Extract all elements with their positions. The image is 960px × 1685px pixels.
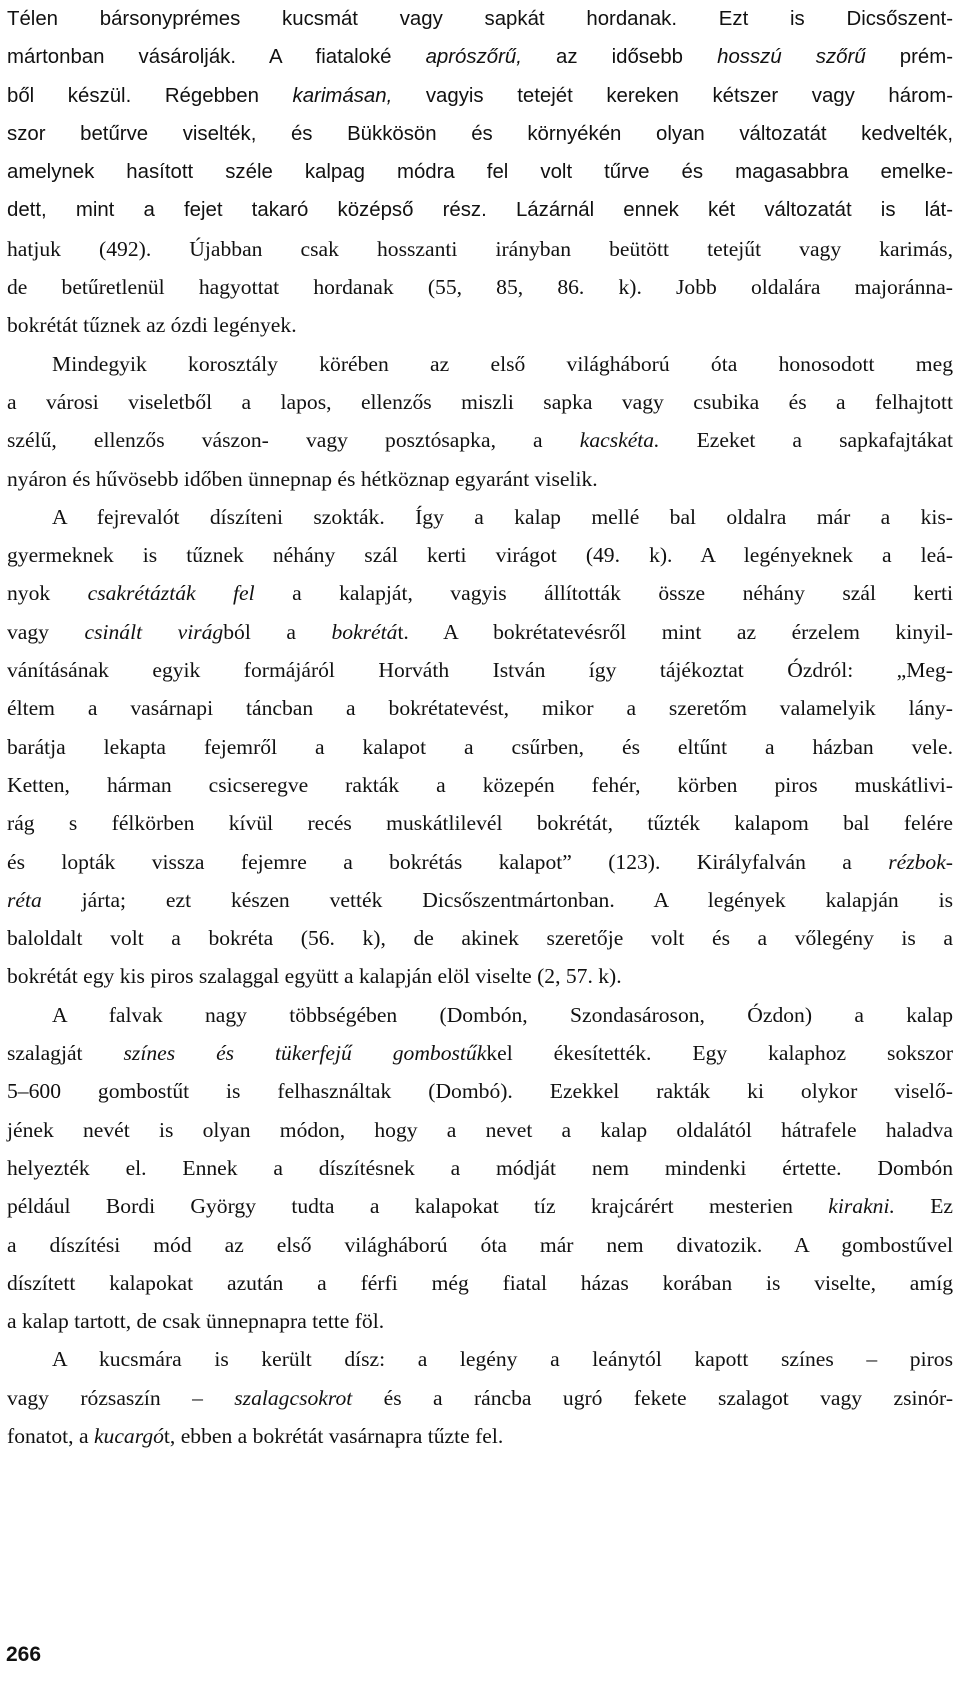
italic-term: kucargó	[93, 1423, 164, 1448]
text-line	[7, 728, 953, 766]
text-segment: a kalapját, vagyis állították össze néhány szál kerti	[254, 581, 953, 606]
text-segment: prém-	[865, 46, 953, 69]
text-segment: és lopták vissza fejemre a bokrétás kalapot” (123). Királyfalván a	[7, 849, 889, 874]
text-line	[7, 1149, 953, 1187]
text-line	[7, 421, 953, 459]
text-segment: vagyis tetejét kereken kétszer vagy három-	[392, 84, 953, 107]
text-line	[7, 345, 953, 383]
italic-term: kirakni.	[828, 1194, 895, 1219]
text-segment: éltem a vasárnapi táncban a bokrétatevést, mikor a szeretőm valamelyik lány-	[7, 696, 953, 721]
text-line	[7, 1226, 953, 1264]
text-line	[7, 0, 953, 38]
text-line	[7, 498, 953, 536]
text-segment: ból a	[223, 619, 332, 644]
italic-term: aprószőrű,	[425, 46, 522, 69]
text-segment: kel ékesítették. Egy kalaphoz sokszor	[486, 1041, 954, 1066]
text-line	[7, 1111, 953, 1149]
text-segment: és a ráncba ugró fekete szalagot vagy zsinór-	[352, 1385, 954, 1410]
text-segment: Télen bársonyprémes kucsmát vagy sapkát hordanak. Ezt is Dicsőszent-	[7, 8, 953, 30]
text-segment: mártonban vásárolják. A fiataloké	[7, 46, 426, 69]
text-line	[7, 1034, 953, 1072]
italic-term: csakrétázták fel	[87, 581, 255, 606]
text-line	[7, 153, 953, 191]
text-line	[7, 1302, 953, 1340]
text-segment: nyáron és hűvösebb időben ünnepnap és hétköznap egyaránt viselik.	[7, 466, 598, 491]
document-page	[7, 0, 953, 1455]
text-segment: a városi viseletből a lapos, ellenzős miszli sapka vagy csubika és a felhajtott	[7, 389, 953, 414]
italic-term: karimásan,	[292, 84, 393, 107]
text-segment: Ezeket a sapkafajtákat	[659, 428, 953, 453]
text-segment: a díszítési mód az első világháború óta már nem divatozik. A gombostűvel	[7, 1232, 953, 1257]
text-segment: szélű, ellenzős vászon- vagy posztósapka, a	[7, 428, 580, 453]
text-line	[7, 38, 953, 76]
text-segment: A falvak nagy többségében (Dombón, Szondasároson, Ózdon) a kalap	[52, 1002, 953, 1027]
text-segment: 5–600 gombostűt is felhasználtak (Dombó). Ezekkel rakták ki olykor viselő-	[7, 1079, 953, 1104]
text-segment: helyezték el. Ennek a díszítésnek a módját nem mindenki értette. Dombón	[7, 1155, 953, 1180]
text-segment: ből készül. Régebben	[7, 84, 293, 107]
text-line	[7, 843, 953, 881]
italic-term: réta	[7, 887, 42, 912]
text-segment: A fejrevalót díszíteni szokták. Így a kalap mellé bal oldalra már a kis-	[52, 504, 953, 529]
text-segment: amelynek hasított széle kalpag módra fel volt tűrve és magasabbra emelke-	[7, 161, 953, 184]
text-segment: barátja lekapta fejemről a kalapot a csűrben, és eltűnt a házban vele.	[7, 734, 953, 759]
text-line	[7, 230, 953, 268]
text-line	[7, 804, 953, 842]
text-line	[7, 613, 953, 651]
text-segment: t, ebben a bokrétát vasárnapra tűzte fel.	[163, 1423, 504, 1448]
text-line	[7, 460, 953, 498]
text-segment: A kucsmára is került dísz: a legény a leánytól kapott színes – piros	[52, 1347, 953, 1372]
text-line	[7, 919, 953, 957]
text-line	[7, 191, 953, 229]
text-segment: baloldalt volt a bokréta (56. k), de akinek szeretője volt és a vőlegény is a	[7, 926, 953, 951]
text-line	[7, 766, 953, 804]
text-line	[7, 1072, 953, 1110]
text-line	[7, 1417, 953, 1455]
text-line	[7, 77, 953, 115]
text-segment: fonatot, a	[7, 1423, 94, 1448]
text-segment: járta; ezt készen vették Dicsőszentmártonban. A legények kalapján is	[41, 887, 953, 912]
italic-term: kacskéta.	[579, 428, 660, 453]
text-line	[7, 1340, 953, 1378]
text-line	[7, 574, 953, 612]
text-segment: vagy	[7, 619, 85, 644]
text-line	[7, 383, 953, 421]
text-segment: rág s félkörben kívül recés muskátlilevél bokrétát, tűzték kalapom bal felére	[7, 811, 953, 836]
text-segment: bokrétát egy kis piros szalaggal együtt a kalapján elöl viselte (2, 57. k).	[7, 964, 622, 989]
text-segment: vánításának egyik formájáról Horváth István így tájékoztat Ózdról: „Meg-	[7, 658, 953, 683]
text-segment: Mindegyik korosztály körében az első világháború óta honosodott meg	[52, 351, 953, 376]
text-line	[7, 1264, 953, 1302]
text-line	[7, 268, 953, 306]
italic-term: rézbok-	[888, 849, 953, 874]
text-segment: gyermeknek is tűznek néhány szál kerti virágot (49. k). A legényeknek a leá-	[7, 543, 953, 568]
italic-term: bokrétá	[331, 619, 398, 644]
text-segment: díszített kalapokat azután a férfi még fiatal házas korában is viselte, amíg	[7, 1270, 953, 1295]
text-line	[7, 689, 953, 727]
text-segment: t. A bokrétatevésről mint az érzelem kinyil-	[397, 619, 954, 644]
text-segment: a kalap tartott, de csak ünnepnapra tette föl.	[7, 1309, 385, 1334]
text-segment: jének nevét is olyan módon, hogy a nevet a kalap oldalától hátrafele haladva	[7, 1117, 953, 1142]
italic-term: hosszú szőrű	[717, 46, 866, 69]
text-line	[7, 306, 953, 344]
text-segment: Ez	[894, 1194, 953, 1219]
text-segment: szor betűrve viselték, és Bükkösön és környékén olyan változatát kedvelték,	[7, 122, 953, 145]
text-segment: nyok	[7, 581, 88, 606]
text-line	[7, 1187, 953, 1225]
text-line	[7, 996, 953, 1034]
text-segment: szalagját	[7, 1041, 124, 1066]
text-line	[7, 957, 953, 995]
text-line	[7, 1379, 953, 1417]
text-segment: bokrétát tűznek az ózdi legények.	[7, 313, 297, 338]
page-number: 266	[6, 1643, 42, 1666]
italic-term: csinált virág	[84, 619, 224, 644]
text-segment: Ketten, hárman csicseregve rakták a közepén fehér, körben piros muskátlivi-	[7, 772, 953, 797]
text-segment: de betűretlenül hagyottat hordanak (55, 85, 86. k). Jobb oldalára majoránna-	[7, 275, 953, 300]
text-line	[7, 651, 953, 689]
text-segment: például Bordi György tudta a kalapokat tíz krajcárért mesterien	[7, 1194, 829, 1219]
italic-term: szalagcsokrot	[234, 1385, 353, 1410]
text-line	[7, 536, 953, 574]
text-segment: az idősebb	[521, 46, 718, 69]
text-segment: hatjuk (492). Újabban csak hosszanti irányban beütött tetejűt vagy karimás,	[7, 236, 953, 261]
text-line	[7, 115, 953, 153]
text-line	[7, 881, 953, 919]
text-segment: vagy rózsaszín –	[7, 1385, 235, 1410]
italic-term: színes és tükerfejű gombostűk	[123, 1041, 487, 1066]
text-segment: dett, mint a fejet takaró középső rész. Lázárnál ennek két változatát is lát-	[7, 199, 953, 222]
